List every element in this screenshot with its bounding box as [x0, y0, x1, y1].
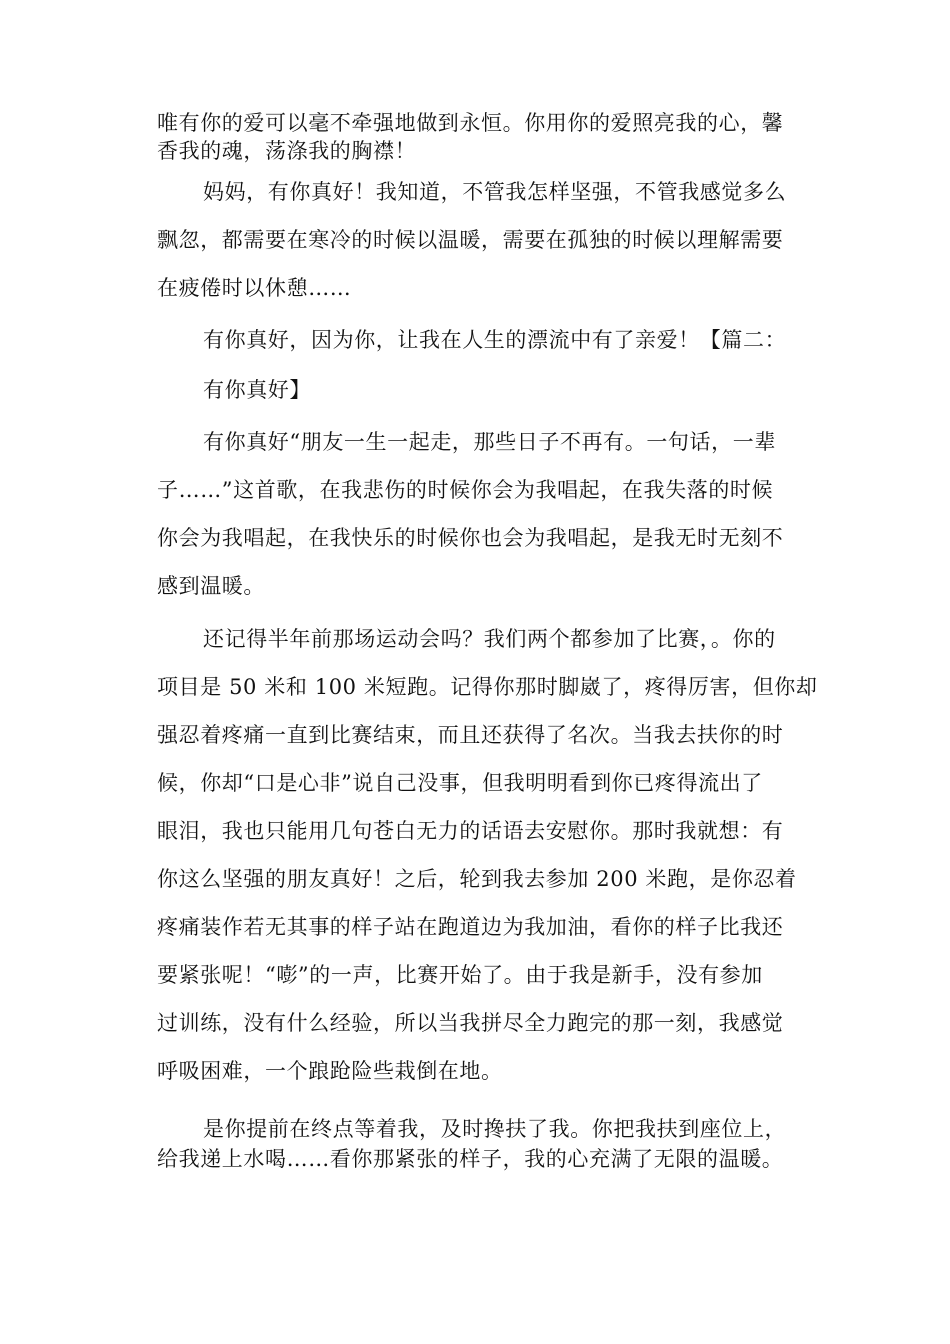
text-line: 项目是 50 米和 100 米短跑。记得你那时脚崴了，疼得厉害，但你却	[157, 675, 818, 699]
text-line: 香我的魂，荡涤我的胸襟！	[157, 139, 417, 163]
text-line: 唯有你的爱可以毫不牵强地做到永恒。你用你的爱照亮我的心，馨	[157, 111, 784, 135]
text-line: 有你真好，因为你，让我在人生的漂流中有了亲爱！【篇二：	[203, 328, 787, 352]
text-line: 飘忽，都需要在寒冷的时候以温暖，需要在孤独的时候以理解需要	[157, 228, 784, 252]
text-line: 候，你却“口是心非”说自己没事，但我明明看到你已疼得流出了	[157, 771, 763, 795]
text-line: 眼泪，我也只能用几句苍白无力的话语去安慰你。那时我就想：有	[157, 819, 784, 843]
text-line: 你会为我唱起，在我快乐的时候你也会为我唱起，是我无时无刻不	[157, 526, 784, 550]
text-line: 感到温暖。	[157, 574, 265, 598]
text-line: 过训练，没有什么经验，所以当我拼尽全力跑完的那一刻，我感觉	[157, 1011, 784, 1035]
text-line: 是你提前在终点等着我，及时搀扶了我。你把我扶到座位上，	[203, 1117, 787, 1141]
text-line: 疼痛装作若无其事的样子站在跑道边为我加油，看你的样子比我还	[157, 915, 784, 939]
text-line: 子……”这首歌，在我悲伤的时候你会为我唱起，在我失落的时候	[157, 478, 774, 502]
text-line: 有你真好“朋友一生一起走，那些日子不再有。一句话，一辈	[203, 430, 776, 454]
text-line: 在疲倦时以休憩……	[157, 276, 352, 300]
text-line: 还记得半年前那场运动会吗？我们两个都参加了比赛，。你的	[203, 627, 776, 651]
text-line: 你这么坚强的朋友真好！之后，轮到我去参加 200 米跑，是你忍着	[157, 867, 797, 891]
text-line: 要紧张呢！“嘭”的一声，比赛开始了。由于我是新手，没有参加	[157, 963, 763, 987]
text-line: 强忍着疼痛一直到比赛结束，而且还获得了名次。当我去扶你的时	[157, 723, 784, 747]
text-line: 妈妈，有你真好！我知道，不管我怎样坚强，不管我感觉多么	[203, 180, 787, 204]
text-line: 呼吸困难，一个踉跄险些栽倒在地。	[157, 1059, 503, 1083]
text-line: 给我递上水喝……看你那紧张的样子，我的心充满了无限的温暖。	[157, 1147, 784, 1171]
text-line: 有你真好】	[203, 378, 311, 402]
